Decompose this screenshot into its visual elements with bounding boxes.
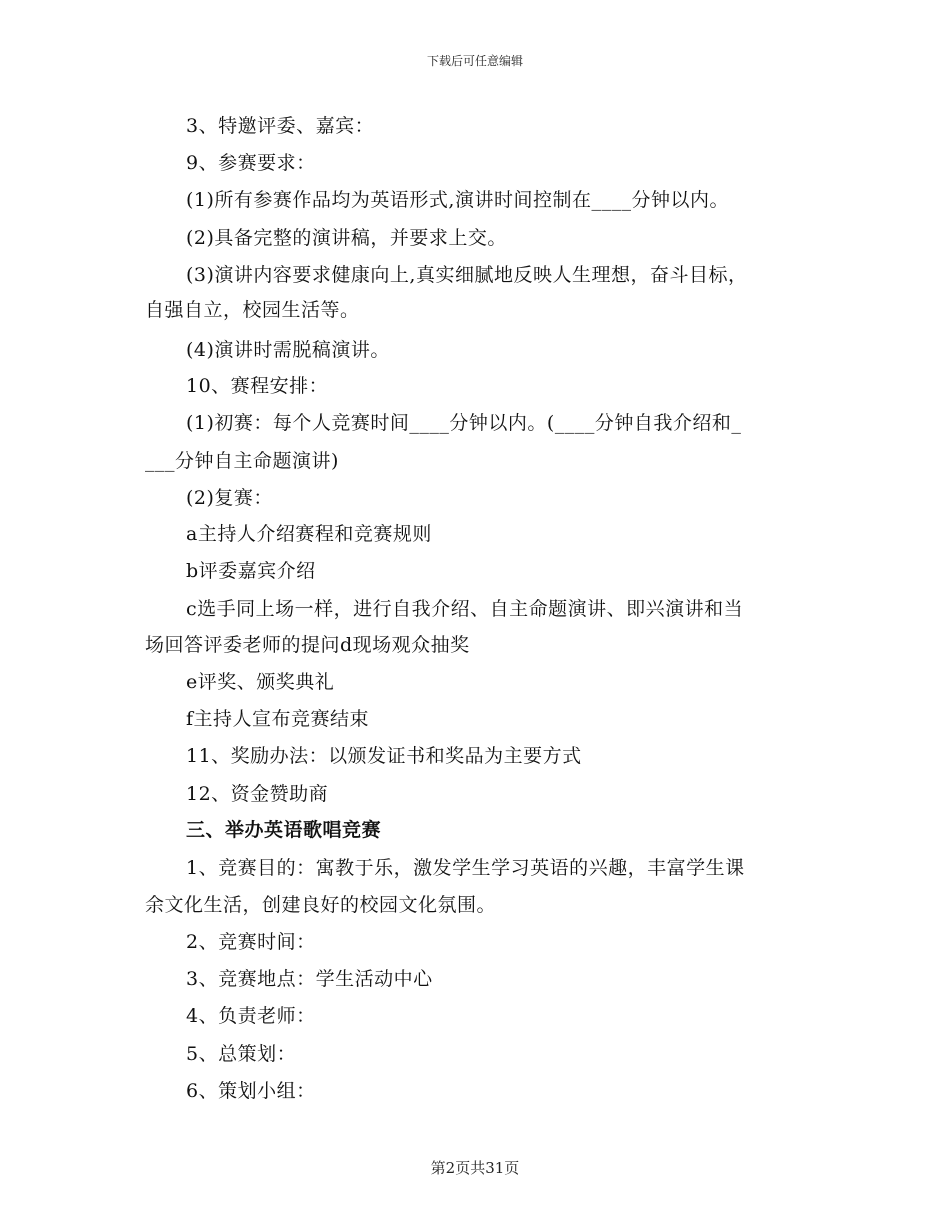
text-line: 12、资金赞助商: [186, 783, 329, 805]
text-line: a主持人介绍赛程和竞赛规则: [186, 523, 432, 545]
text-line: 9、参赛要求：: [186, 152, 316, 174]
text-line: 自强自立，校园生活等。: [145, 299, 360, 321]
text-line: (4)演讲时需脱稿演讲。: [186, 339, 390, 361]
text-line: (2)具备完整的演讲稿，并要求上交。: [186, 227, 507, 249]
text-line: b评委嘉宾介绍: [186, 560, 316, 582]
text-line: 余文化生活，创建良好的校园文化氛围。: [145, 894, 497, 916]
text-line: f主持人宣布竞赛结束: [186, 708, 370, 730]
text-line: 3、竞赛地点：学生活动中心: [186, 968, 433, 990]
text-line: ___分钟自主命题演讲): [145, 450, 339, 472]
text-line: (1)初赛：每个人竞赛时间____分钟以内。(____分钟自我介绍和_: [186, 412, 742, 434]
text-line: c选手同上场一样，进行自我介绍、自主命题演讲、即兴演讲和当: [186, 598, 744, 620]
text-line: 4、负责老师：: [186, 1005, 316, 1027]
text-line: 场回答评委老师的提问d现场观众抽奖: [145, 634, 470, 656]
text-line: (3)演讲内容要求健康向上,真实细腻地反映人生理想，奋斗目标，: [186, 264, 748, 286]
text-line: (2)复赛：: [186, 487, 273, 509]
text-line: 2、竞赛时间：: [186, 931, 316, 953]
text-line: 3、特邀评委、嘉宾：: [186, 115, 375, 137]
text-line: 6、策划小组：: [186, 1080, 316, 1102]
text-line: e评奖、颁奖典礼: [186, 671, 335, 693]
page-header: 下载后可任意编辑: [426, 54, 523, 68]
text-line: 1、竞赛目的：寓教于乐，激发学生学习英语的兴趣，丰富学生课: [186, 857, 745, 879]
section-heading: 三、举办英语歌唱竞赛: [186, 819, 382, 841]
page-footer: 第2页共31页: [430, 1159, 520, 1177]
text-line: 11、奖励办法：以颁发证书和奖品为主要方式: [186, 745, 582, 767]
text-line: 10、赛程安排：: [186, 375, 329, 397]
text-line: 5、总策划：: [186, 1043, 297, 1065]
text-line: (1)所有参赛作品均为英语形式,演讲时间控制在____分钟以内。: [186, 189, 729, 211]
